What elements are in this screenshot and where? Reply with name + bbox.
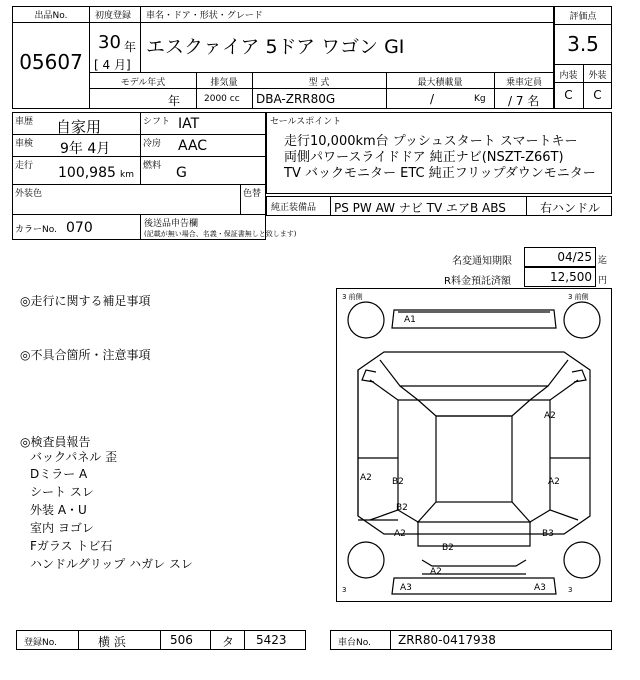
inspector-item: 外装 A・U	[30, 503, 87, 517]
spec-block	[12, 112, 266, 240]
first-reg-label: 初度登録	[95, 11, 132, 21]
equip-label: 純正装備品	[271, 203, 317, 213]
max-load-value: /	[430, 92, 435, 106]
ext-color-label: 外装色	[15, 189, 43, 199]
bl-marker: 3	[342, 586, 347, 594]
mileage: 100,985	[58, 165, 116, 181]
sales-line-3: TV バックモニター ETC 純正フリップダウンモニター	[284, 166, 596, 181]
change-deadline-label: 名変通知期限	[452, 256, 512, 267]
mileage-unit: km	[120, 170, 134, 180]
shift: IAT	[178, 116, 200, 132]
damage-mark: A2	[544, 411, 556, 421]
recycle-unit: 円	[598, 276, 608, 286]
inspector-item: バックパネル 歪	[30, 450, 118, 464]
model-label: 型 式	[308, 78, 330, 88]
fuel: G	[176, 165, 187, 181]
car-name: エスクァイア 5ドア ワゴン GI	[146, 36, 405, 58]
reg-year: 30	[98, 32, 121, 53]
capacity-label: 乗車定員	[505, 78, 542, 88]
history-label: 車歴	[15, 117, 34, 127]
damage-mark: B3	[542, 529, 554, 539]
capacity: / 7 名	[508, 94, 540, 108]
shift-label: シフト	[143, 117, 171, 127]
docs-label: 後送品申告欄	[144, 219, 199, 229]
damage-mark: B2	[396, 503, 408, 513]
score: 3.5	[567, 32, 599, 56]
ac: AAC	[178, 138, 208, 154]
inspection-label: 車検	[15, 139, 34, 149]
sales-line-2: 両側パワースライドドア 純正ナビ(NSZT-Z66T)	[284, 150, 564, 165]
damage-mark: A2	[360, 473, 372, 483]
color-change-label: 色替	[243, 189, 262, 199]
inspection: 9年 4月	[60, 141, 111, 157]
damage-mark: A2	[548, 477, 560, 487]
history: 自家用	[56, 118, 102, 136]
reg-class: 506	[170, 633, 193, 647]
lot-number: 05607	[19, 50, 83, 74]
reg-month: [ 4 月]	[94, 58, 131, 72]
recycle-label: R料金預託済額	[444, 276, 511, 287]
exterior-grade: C	[593, 88, 602, 102]
max-load-unit: Kg	[474, 94, 486, 104]
inspector-item: シート スレ	[30, 485, 94, 499]
handle: 右ハンドル	[540, 201, 601, 215]
inspector-item: ハンドルグリップ ハガレ スレ	[30, 557, 193, 571]
docs-note: (記載が無い場合、名義・保証書無しと致します)	[144, 230, 297, 238]
tr-marker: 3 前側	[568, 293, 589, 301]
driving-notes-heading: ◎走行に関する補足事項	[20, 294, 151, 308]
damage-mark: A2	[430, 567, 442, 577]
inspector-item: Dミラー A	[30, 467, 88, 481]
chassis-number: ZRR80-0417938	[398, 633, 496, 647]
br-marker: 3	[568, 586, 573, 594]
inspector-item: Fガラス トビ石	[30, 539, 113, 553]
reg-number: 5423	[256, 633, 287, 647]
inspector-item: 室内 ヨゴレ	[30, 521, 94, 535]
max-load-label: 最大積載量	[417, 78, 463, 88]
score-label: 評価点	[569, 12, 597, 22]
reg-kana: タ	[222, 635, 235, 649]
reg-label: 登録No.	[24, 638, 57, 648]
tl-marker: 3 前側	[342, 293, 363, 301]
damage-mark: A1	[404, 315, 416, 325]
color-no-label: カラーNo.	[15, 225, 57, 235]
equip: PS PW AW ナビ TV エアB ABS	[334, 201, 506, 215]
damage-mark: A3	[534, 583, 546, 593]
inspector-heading: ◎検査員報告	[20, 435, 91, 449]
lot-label: 出品No.	[34, 11, 68, 21]
interior-label: 内装	[559, 71, 578, 81]
exterior-label: 外装	[588, 71, 607, 81]
chassis-label: 車台No.	[338, 638, 371, 648]
change-deadline-value: 04/25	[557, 250, 592, 264]
color-no: 070	[66, 220, 93, 236]
damage-mark: B2	[392, 477, 404, 487]
ac-label: 冷房	[143, 139, 162, 149]
reg-year-unit: 年	[124, 40, 137, 54]
car-name-label: 車名・ドア・形状・グレード	[146, 11, 263, 21]
displacement-label: 排気量	[210, 78, 238, 88]
interior-grade: C	[564, 88, 573, 102]
sales-label: セールスポイント	[270, 117, 342, 127]
mileage-label: 走行	[15, 161, 34, 171]
defect-notes-heading: ◎不具合箇所・注意事項	[20, 348, 151, 362]
damage-mark: B2	[442, 543, 454, 553]
reg-area: 横 浜	[98, 635, 126, 649]
fuel-label: 燃料	[143, 161, 162, 171]
damage-mark: A2	[394, 529, 406, 539]
car-damage-diagram	[336, 288, 612, 602]
model-year-unit: 年	[168, 94, 181, 108]
recycle-value: 12,500	[550, 270, 592, 284]
displacement: 2000 cc	[204, 94, 240, 104]
model: DBA-ZRR80G	[256, 92, 336, 106]
change-deadline-unit: 迄	[598, 256, 608, 266]
sales-line-1: 走行10,000km台 プッシュスタート スマートキー	[284, 134, 578, 149]
damage-mark: A3	[400, 583, 412, 593]
model-year-label: モデル年式	[120, 78, 166, 88]
